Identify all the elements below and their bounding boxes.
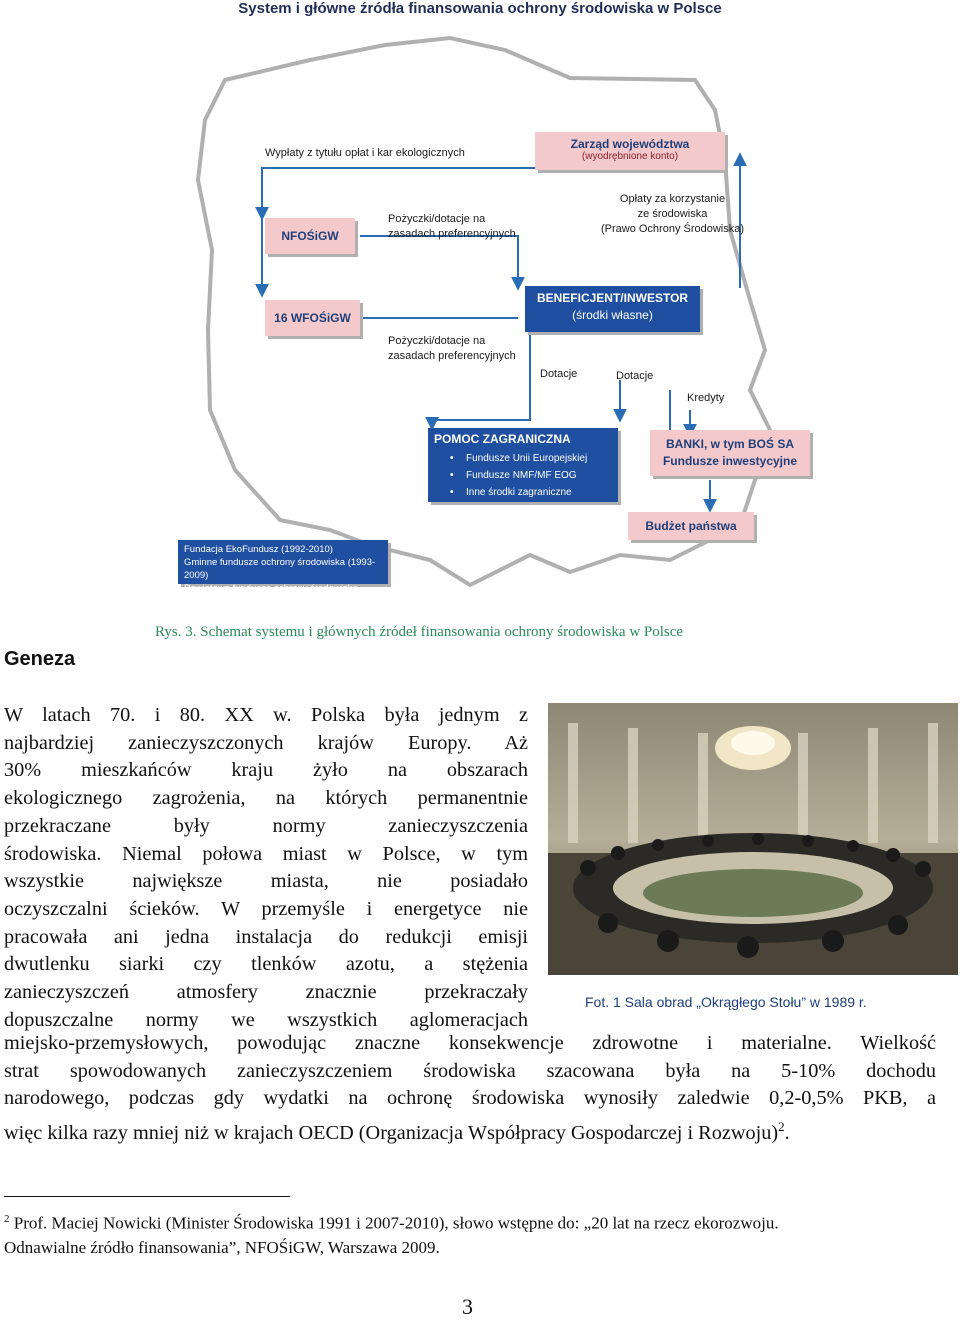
grants-label-2: Dotacje: [616, 370, 654, 382]
payments-label: Wypłaty z tytułu opłat i kar ekologicznych: [265, 147, 465, 159]
fees-label: Opłaty za korzystanie ze środowiska (Prawo Ochrony Środowiska): [600, 193, 745, 235]
footnote-reference: 2: [778, 1118, 785, 1134]
grants-label-1: Dotacje: [540, 368, 578, 380]
footnote-marker: 2: [4, 1213, 10, 1225]
section-heading: Geneza: [4, 648, 76, 670]
pomoc-item: • Fundusze Unii Europejskiej: [466, 450, 612, 467]
loans-label-2: Pożyczki/dotacje na zasadach preferencyjnych: [388, 335, 516, 362]
zarzad-wojewodztwa-box: [535, 132, 725, 170]
beneficjent-box: [525, 286, 700, 332]
pomoc-list: [434, 450, 612, 501]
pomoc-item: • Fundusze NMF/MF EOG: [466, 467, 612, 484]
beneficjent-sub: (środki własne): [572, 308, 653, 322]
banki-line1: BANKI, w tym BOŚ SA: [665, 437, 794, 451]
full-width-paragraph: miejsko-przemysłowych, powodując znaczne konsekwencje zdrowotne i materialne. Wielkość strat spowodowanych zanieczyszczeniem środowiska szacowana była na 5-10% dochodu narodowego, podczas gdy wydatki na ochronę środowiska wynosiły zaledwie 0,2-0,5% PKB, a więc kilka razy mniej niż w krajach OECD (Organizacja Współpracy Gospodarczej i Rozwoju)$^2$.: [4, 1032, 936, 1144]
nfosigw-box: NFOŚiGW: [265, 218, 355, 254]
round-table-photo: [548, 703, 958, 975]
banki-line2: Fundusze inwestycyjne: [662, 454, 798, 468]
beneficjent-title: BENEFICJENT/INWESTOR: [536, 291, 689, 305]
zarzad-sub: (wyodrębnione konto): [581, 151, 679, 162]
figure-caption: Rys. 3. Schemat systemu i głównych źródeł finansowania ochrony środowiska w Polsce: [155, 624, 684, 640]
column-paragraph: W latach 70. i 80. XX w. Polska była jednym z najbardziej zanieczyszczonych krajów Europy. Aż 30% mieszkańców kraju żyło na obszarach ekologicznego zagrożenia, na których permanentnie przekraczane były normy zanieczyszczenia środowiska. Niemal połowa miast w Polsce, w tym wszystkie największe miasta, nie posiadało oczyszczalni ścieków. W przemyśle i energetyce nie pracowała ani jedna instalacja do redukcji emisji dwutlenku siarki czy tlenków azotu, a stężenia zanieczyszczeń atmosfery znacznie przekraczały dopuszczalne normy we wszystkich aglomeracjach: [4, 704, 528, 1031]
fundacja-box: Fundacja EkoFundusz (1992-2010) Gminne fundusze ochrony środowiska (1993-2009) Powiatowe fundusze ochrony środowiska (1999-2009): [178, 540, 388, 584]
credits-label: Kredyty: [687, 392, 725, 404]
wfosigw-box: 16 WFOŚiGW: [265, 300, 360, 336]
poland-map-diagram: [150, 0, 810, 600]
pomoc-zagraniczna-box: [428, 428, 618, 502]
figure-title: System i główne źródła finansowania ochrony środowiska w Polsce: [238, 0, 722, 17]
financing-system-figure: [150, 0, 810, 607]
photo-caption: Fot. 1 Sala obrad „Okrągłego Stołu” w 1989 r.: [585, 994, 867, 1010]
banki-box: [650, 430, 810, 476]
loans-label-1: Pożyczki/dotacje na zasadach preferencyjnych: [388, 213, 516, 240]
budzet-panstwa-box: Budżet państwa: [628, 512, 754, 540]
zarzad-title: Zarząd województwa: [570, 137, 690, 151]
footnote-rule: [4, 1196, 290, 1197]
footnote: $^2$ Prof. Maciej Nowicki (Minister Środowiska 1991 i 2007-2010), słowo wstępne do: „20 lat na rzecz ekorozwoju. Odnawialne źródło finansowania”, NFOŚiGW, Warszawa 2009.: [4, 1213, 779, 1257]
page-number: 3: [462, 1294, 473, 1319]
pomoc-item: • Inne środki zagraniczne: [466, 484, 612, 501]
pomoc-title: POMOC ZAGRANICZNA: [434, 432, 571, 446]
